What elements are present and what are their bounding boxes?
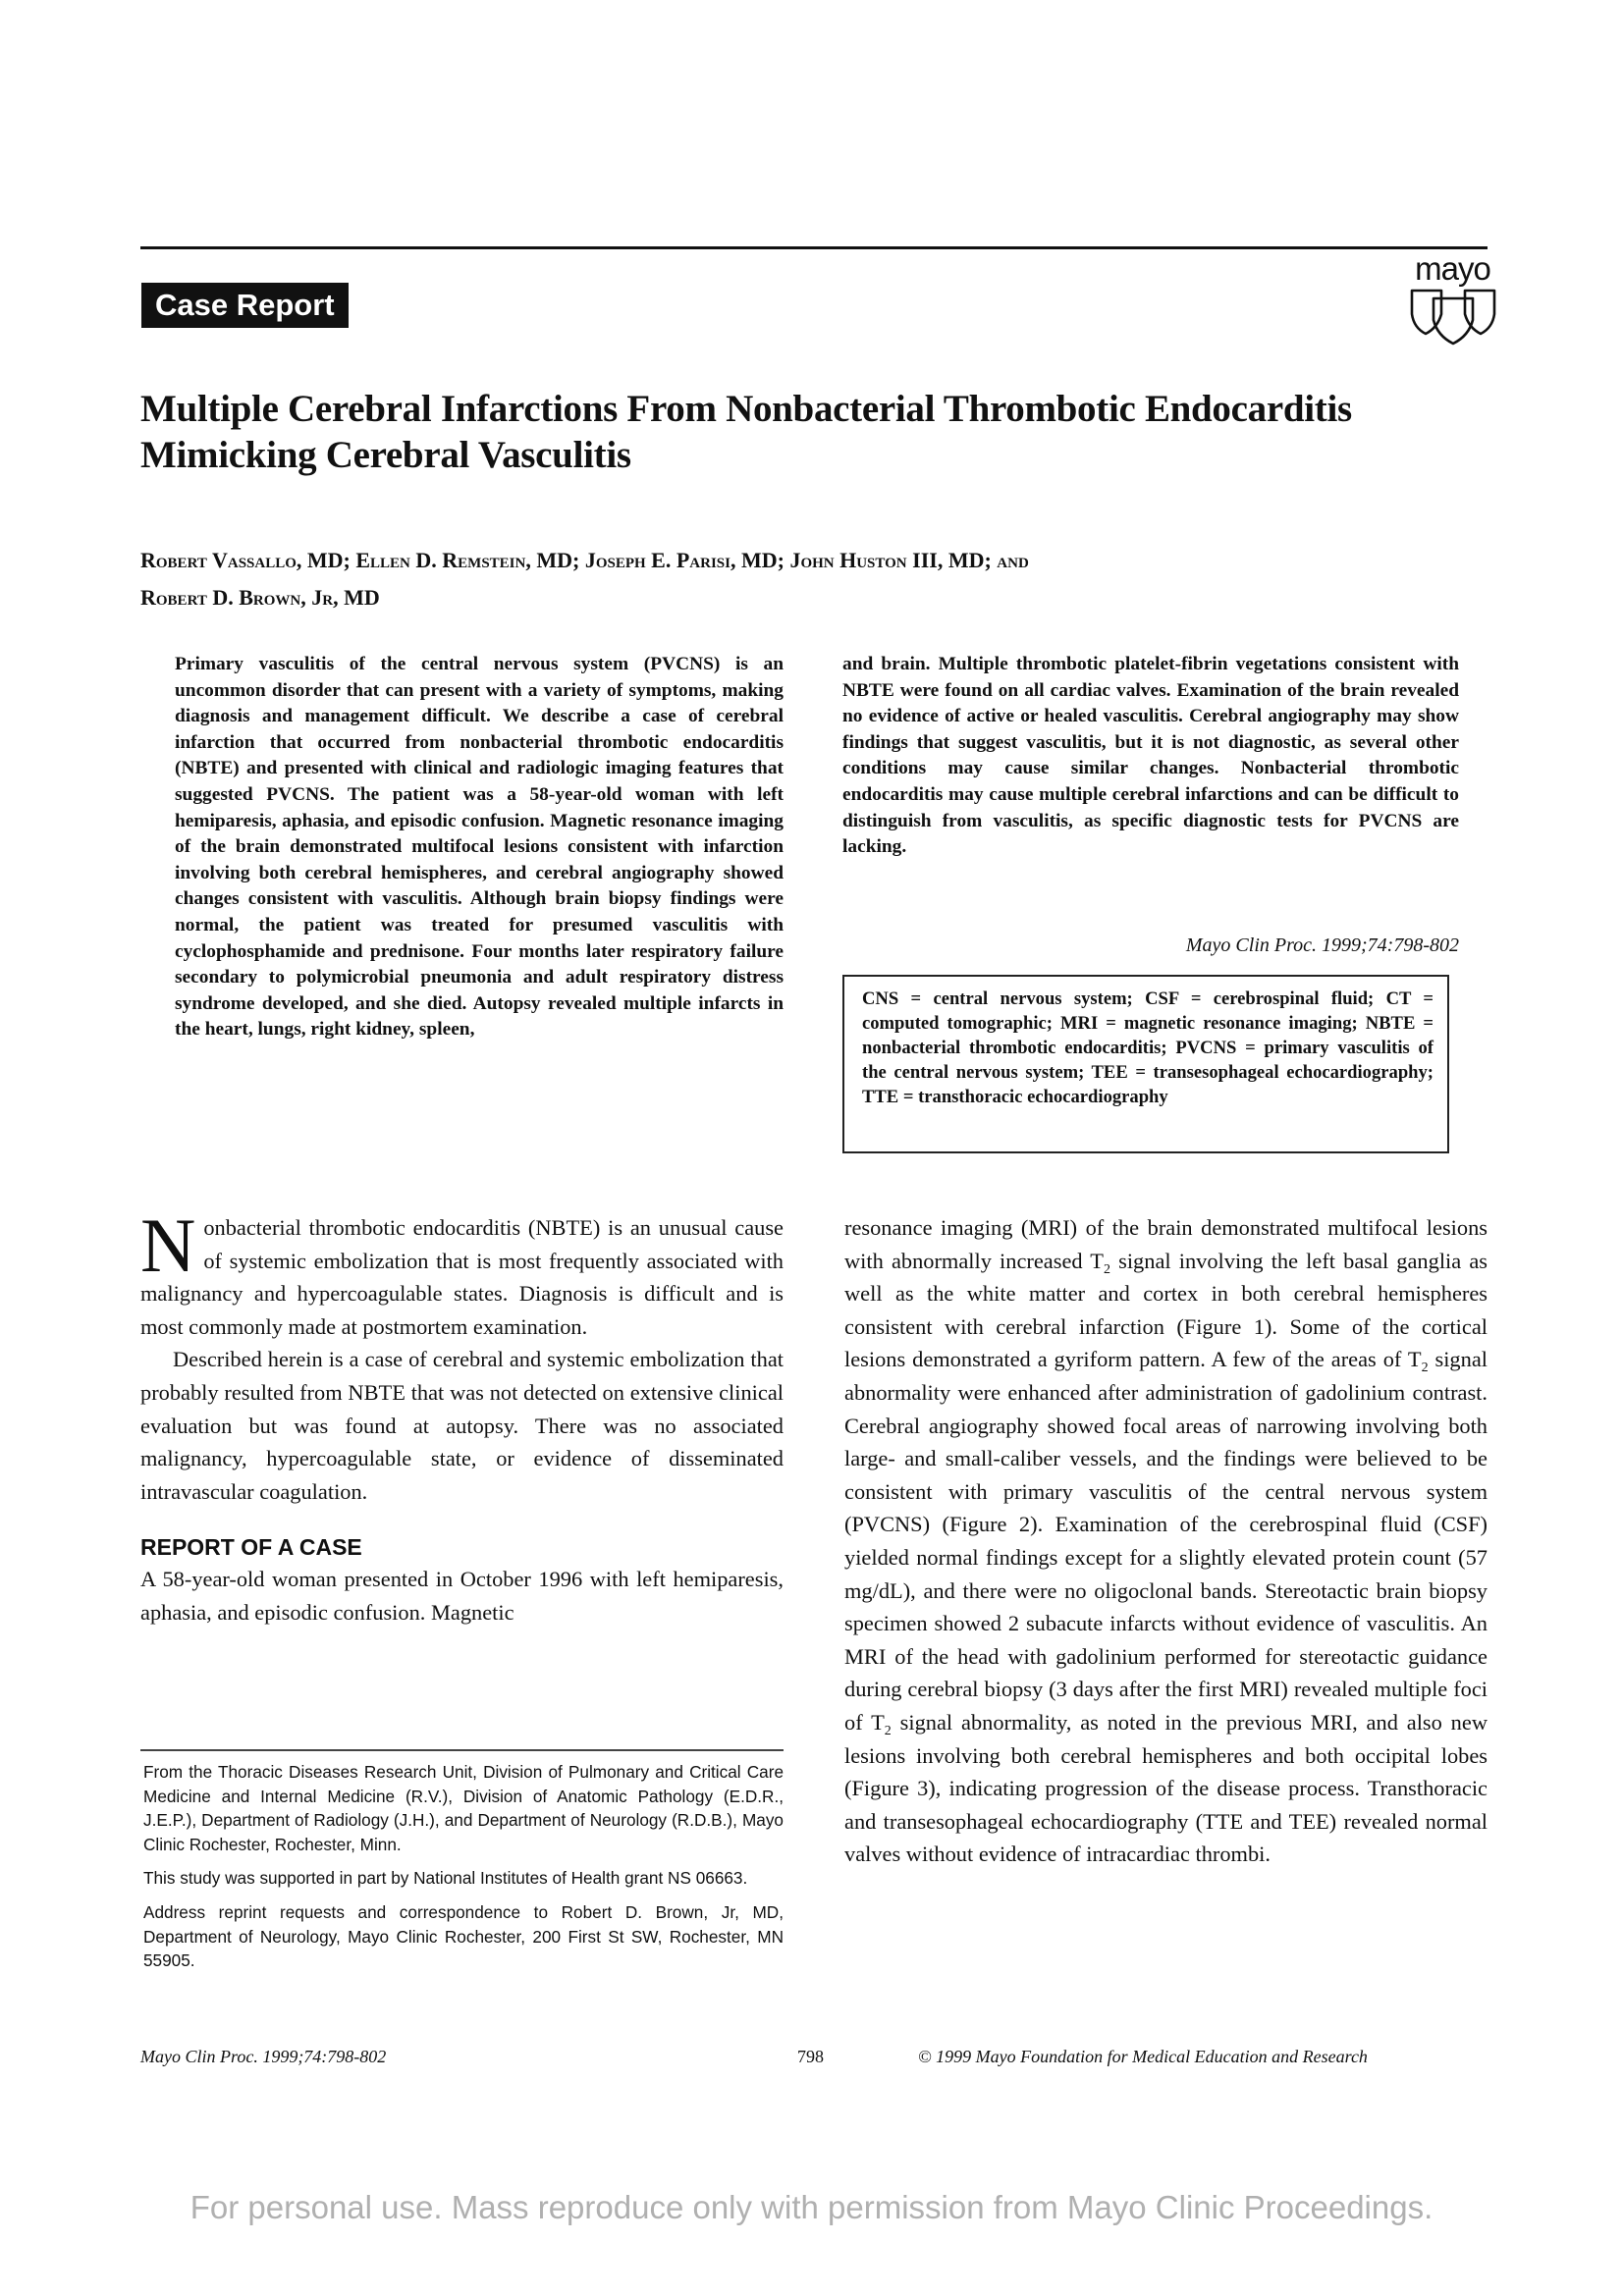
case-paragraph-left: A 58-year-old woman presented in October 1996 with left hemiparesis, aphasia, and episodic confusion. Magnetic [140,1567,784,1625]
footnote-affiliation: From the Thoracic Diseases Research Unit, Division of Pulmonary and Critical Care Medicine and Internal Medicine (R.V.), Division of Anatomic Pathology (E.D.R., J.E.P.), Department of Radiology (J.H.), and Department of Neurology (R.D.B.), Mayo Clinic Rochester, Rochester, Minn. [143,1762,784,1854]
title-line-1: Multiple Cerebral Infarctions From Nonbacterial Thrombotic Endocarditis [140,388,1352,430]
intro-paragraph-2: Described herein is a case of cerebral and systemic embolization that probably resulted from NBTE that was not detected on extensive clinical evaluation but was found at autopsy. There was no associated malignancy, hypercoagulable state, or evidence of disseminated intravascular coagulation. [140,1347,784,1504]
footer-citation: Mayo Clin Proc. 1999;74:798-802 [140,2047,387,2066]
section-badge: Case Report [141,283,349,328]
text-segment: resonance imaging (MRI) of the brain demonstrated multifocal lesions with abnormally increased T [844,1215,1488,1273]
abbreviations-box [842,975,1449,1153]
abbreviations-text: CNS = central nervous system; CSF = cerebrospinal fluid; CT = computed tomographic; MRI = magnetic resonance imaging; NBTE = nonbacterial thrombotic endocarditis; PVCNS = primary vasculitis of the central nervous system; TEE = transesophageal echocardiography; TTE = transthoracic echocardiography [862,988,1434,1107]
footnote-rule [140,1749,784,1751]
title-line-2: Mimicking Cerebral Vasculitis [140,434,631,476]
body-left-column [140,1202,784,1629]
abstract-citation: Mayo Clin Proc. 1999;74:798-802 [1185,934,1459,956]
author-list [140,542,1495,616]
authors-line-1: Robert Vassallo, MD; Ellen D. Remstein, MD; Joseph E. Parisi, MD; John Huston III, MD; and [140,548,1029,572]
subscript: 2 [1103,1261,1110,1277]
mayo-three-shields-icon [1408,285,1498,347]
footer-copyright: © 1999 Mayo Foundation for Medical Education and Research [918,2047,1368,2066]
text-segment: signal abnormality were enhanced after administration of gadolinium contrast. Cerebral angiography showed focal areas of narrowing involving both large- and small-caliber vessels, and the findings were believed to be consistent with primary vasculitis of the central nervous system (PVCNS) (Figure 2). Examination of the cerebrospinal fluid (CSF) yielded normal findings except for a slightly elevated protein count (57 mg/dL), and there were no oligoclonal bands. Stereotactic brain biopsy specimen showed 2 subacute infarcts without evidence of vasculitis. An MRI of the head with gadolinium performed for stereotactic guidance during cerebral biopsy (3 days after the first MRI) revealed multiple foci of T [844,1347,1488,1735]
authors-line-2: Robert D. Brown, Jr, MD [140,585,380,610]
body-right-column [844,1211,1488,1871]
text-segment: signal abnormality, as noted in the previous MRI, and also new lesions involving both cerebral hemispheres and both occipital lobes (Figure 3), indicating progression of the disease process. Transthoracic and transesophageal echocardiography (TTE and TEE) revealed normal valves without evidence of intracardiac thrombi. [844,1709,1488,1867]
subscript: 2 [1421,1361,1429,1376]
watermark: For personal use. Mass reproduce only with permission from Mayo Clinic Proceedings. [189,2189,1434,2225]
footnote-funding: This study was supported in part by National Institutes of Health grant NS 06663. [143,1868,748,1889]
subscript: 2 [884,1723,892,1738]
footnotes [143,1760,784,1983]
text-segment: signal involving the left basal ganglia as well as the white matter and cortex in both cerebral hemispheres consistent with cerebral infarction (Figure 1). Some of the cortical lesions demonstrated a gyriform pattern. A few of the areas of T [844,1248,1488,1372]
logo-text: mayo [1415,250,1490,287]
footnote-correspondence: Address reprint requests and correspondence to Robert D. Brown, Jr, MD, Department of Neurology, Mayo Clinic Rochester, 200 First St SW, Rochester, MN 55905. [143,1901,784,1971]
intro-paragraph-1-text: onbacterial thrombotic endocarditis (NBTE) is an unusual cause of systemic embolization that is most frequently associated with malignancy and hypercoagulable states. Diagnosis is difficult and is most commonly made at postmortem examination. [140,1215,784,1339]
mayo-logo [1406,250,1499,352]
section-heading-report-of-a-case: REPORT OF A CASE [140,1534,362,1561]
abstract-left-column: Primary vasculitis of the central nervous system (PVCNS) is an uncommon disorder that can present with a variety of symptoms, making diagnosis and management difficult. We describe a case of cerebral infarction that occurred from nonbacterial thrombotic endocarditis (NBTE) and presented with clinical and radiologic imaging features that suggested PVCNS. The patient was a 58-year-old woman with left hemiparesis, aphasia, and episodic confusion. Magnetic resonance imaging of the brain demonstrated multifocal lesions consistent with infarction involving both cerebral hemispheres, and cerebral angiography showed changes consistent with vasculitis. Although brain biopsy findings were normal, the patient was treated for presumed vasculitis with cyclophosphamide and prednisone. Four months later respiratory failure secondary to polymicrobial pneumonia and adult respiratory distress syndrome developed, and she died. Autopsy revealed multiple infarcts in the heart, lungs, right kidney, spleen, [175,654,784,1041]
page-number: 798 [797,2047,824,2066]
intro-paragraph-1 [140,1202,784,1343]
abstract-right-column: and brain. Multiple thrombotic platelet-fibrin vegetations consistent with NBTE were found on all cardiac valves. Examination of the brain revealed no evidence of active or healed vasculitis. Cerebral angiography may show findings that suggest vasculitis, but it is not diagnostic, as several other conditions may cause similar changes. Nonbacterial thrombotic endocarditis may cause multiple cerebral infarctions and can be difficult to distinguish from vasculitis, as specific diagnostic tests for PVCNS are lacking. [842,654,1459,858]
drop-cap: N [140,1202,196,1288]
case-paragraph-right [844,1211,1488,1871]
article-title [140,386,1495,478]
top-rule [140,246,1488,249]
